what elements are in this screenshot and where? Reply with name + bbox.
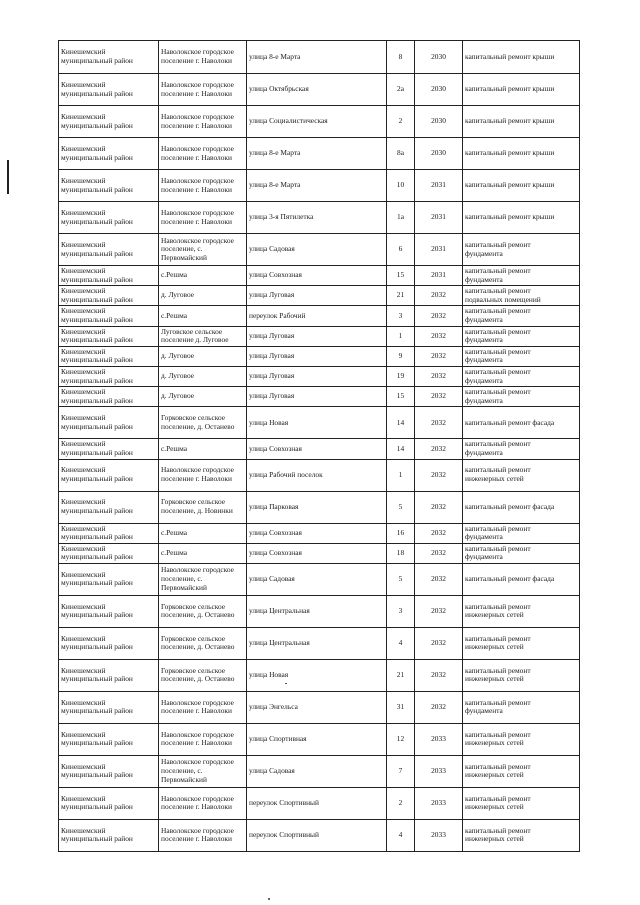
table-row <box>59 286 580 306</box>
street-cell: улица Луговая <box>247 387 387 407</box>
district-cell: Кинешемский муниципальный район <box>59 286 159 306</box>
district-cell: Кинешемский муниципальный район <box>59 755 159 787</box>
table-row <box>59 138 580 170</box>
table-row <box>59 407 580 439</box>
table-row <box>59 41 580 74</box>
district-cell: Кинешемский муниципальный район <box>59 691 159 723</box>
street-cell: переулок Рабочий <box>247 306 387 326</box>
table-row <box>59 326 580 346</box>
year-cell: 2032 <box>415 563 463 595</box>
street-cell: улица 3-я Пятилетка <box>247 202 387 234</box>
district-cell: Кинешемский муниципальный район <box>59 387 159 407</box>
settlement-cell: Наволокское городское поселение г. Наволоки <box>159 170 247 202</box>
table-row <box>59 563 580 595</box>
table-row <box>59 366 580 386</box>
street-cell: улица Парковая <box>247 491 387 523</box>
house-number-cell: 2 <box>387 787 415 819</box>
settlement-cell: Наволокское городское поселение г. Наволоки <box>159 787 247 819</box>
district-cell: Кинешемский муниципальный район <box>59 787 159 819</box>
district-cell: Кинешемский муниципальный район <box>59 819 159 851</box>
settlement-cell: с.Решма <box>159 439 247 459</box>
table-row <box>59 266 580 286</box>
house-number-cell: 1а <box>387 202 415 234</box>
district-cell: Кинешемский муниципальный район <box>59 106 159 138</box>
street-cell: улица Совхозная <box>247 439 387 459</box>
district-cell: Кинешемский муниципальный район <box>59 74 159 106</box>
settlement-cell: Наволокское городское поселение г. Наволоки <box>159 138 247 170</box>
house-number-cell: 31 <box>387 691 415 723</box>
year-cell: 2032 <box>415 543 463 563</box>
work-type-cell: капитальный ремонт фасада <box>463 491 580 523</box>
house-number-cell: 4 <box>387 819 415 851</box>
street-cell: улица Социалистическая <box>247 106 387 138</box>
house-number-cell: 15 <box>387 266 415 286</box>
year-cell: 2033 <box>415 723 463 755</box>
table-row <box>59 543 580 563</box>
table-row <box>59 106 580 138</box>
district-cell: Кинешемский муниципальный район <box>59 234 159 266</box>
house-number-cell: 5 <box>387 491 415 523</box>
year-cell: 2033 <box>415 819 463 851</box>
street-cell: улица Энгельса <box>247 691 387 723</box>
house-number-cell: 12 <box>387 723 415 755</box>
district-cell: Кинешемский муниципальный район <box>59 459 159 491</box>
table-row <box>59 755 580 787</box>
street-cell: переулок Спортивный <box>247 787 387 819</box>
table-row <box>59 819 580 851</box>
district-cell: Кинешемский муниципальный район <box>59 41 159 74</box>
house-number-cell: 15 <box>387 387 415 407</box>
settlement-cell: Наволокское городское поселение, с. Первомайский <box>159 755 247 787</box>
year-cell: 2032 <box>415 439 463 459</box>
house-number-cell: 9 <box>387 346 415 366</box>
table-row <box>59 595 580 627</box>
work-type-cell: капитальный ремонт подвальных помещений <box>463 286 580 306</box>
house-number-cell: 1 <box>387 459 415 491</box>
settlement-cell: Наволокское городское поселение г. Наволоки <box>159 819 247 851</box>
year-cell: 2032 <box>415 346 463 366</box>
year-cell: 2030 <box>415 74 463 106</box>
year-cell: 2031 <box>415 266 463 286</box>
house-number-cell: 8 <box>387 41 415 74</box>
work-type-cell: капитальный ремонт крыши <box>463 202 580 234</box>
house-number-cell: 3 <box>387 595 415 627</box>
settlement-cell: Горковское сельское поселение, д. Останево <box>159 407 247 439</box>
settlement-cell: Наволокское городское поселение г. Наволоки <box>159 691 247 723</box>
year-cell: 2031 <box>415 170 463 202</box>
settlement-cell: д. Луговое <box>159 346 247 366</box>
table-row <box>59 346 580 366</box>
table-row <box>59 439 580 459</box>
settlement-cell: Луговское сельское поселение д. Луговое <box>159 326 247 346</box>
work-type-cell: капитальный ремонт инженерных сетей <box>463 595 580 627</box>
district-cell: Кинешемский муниципальный район <box>59 543 159 563</box>
street-cell: улица Новая <box>247 407 387 439</box>
street-cell: улица 8-е Марта <box>247 138 387 170</box>
year-cell: 2030 <box>415 41 463 74</box>
year-cell: 2032 <box>415 326 463 346</box>
district-cell: Кинешемский муниципальный район <box>59 439 159 459</box>
street-cell: улица Совхозная <box>247 523 387 543</box>
table-row <box>59 523 580 543</box>
settlement-cell: д. Луговое <box>159 387 247 407</box>
district-cell: Кинешемский муниципальный район <box>59 627 159 659</box>
house-number-cell: 8а <box>387 138 415 170</box>
house-number-cell: 14 <box>387 439 415 459</box>
house-number-cell: 21 <box>387 286 415 306</box>
work-type-cell: капитальный ремонт крыши <box>463 41 580 74</box>
settlement-cell: с.Решма <box>159 543 247 563</box>
work-type-cell: капитальный ремонт фундамента <box>463 366 580 386</box>
work-type-cell: капитальный ремонт фундамента <box>463 439 580 459</box>
house-number-cell: 2 <box>387 106 415 138</box>
table-row <box>59 74 580 106</box>
work-type-cell: капитальный ремонт фундамента <box>463 306 580 326</box>
year-cell: 2032 <box>415 387 463 407</box>
year-cell: 2032 <box>415 366 463 386</box>
settlement-cell: Наволокское городское поселение г. Наволоки <box>159 74 247 106</box>
year-cell: 2033 <box>415 787 463 819</box>
settlement-cell: Наволокское городское поселение г. Наволоки <box>159 202 247 234</box>
work-type-cell: капитальный ремонт фасада <box>463 407 580 439</box>
district-cell: Кинешемский муниципальный район <box>59 723 159 755</box>
table-row <box>59 234 580 266</box>
year-cell: 2032 <box>415 691 463 723</box>
district-cell: Кинешемский муниципальный район <box>59 138 159 170</box>
house-number-cell: 21 <box>387 659 415 691</box>
street-cell: улица Луговая <box>247 326 387 346</box>
street-cell: улица Центральная <box>247 595 387 627</box>
house-number-cell: 18 <box>387 543 415 563</box>
year-cell: 2032 <box>415 306 463 326</box>
table-row <box>59 202 580 234</box>
settlement-cell: Горковское сельское поселение, д. Останево <box>159 627 247 659</box>
year-cell: 2032 <box>415 523 463 543</box>
street-cell: улица Садовая <box>247 563 387 595</box>
settlement-cell: Наволокское городское поселение г. Наволоки <box>159 723 247 755</box>
work-type-cell: капитальный ремонт крыши <box>463 74 580 106</box>
work-type-cell: капитальный ремонт крыши <box>463 138 580 170</box>
year-cell: 2032 <box>415 407 463 439</box>
settlement-cell: с.Решма <box>159 306 247 326</box>
table-row <box>59 723 580 755</box>
work-type-cell: капитальный ремонт инженерных сетей <box>463 787 580 819</box>
street-cell: улица Совхозная <box>247 266 387 286</box>
district-cell: Кинешемский муниципальный район <box>59 366 159 386</box>
year-cell: 2031 <box>415 202 463 234</box>
settlement-cell: Горковское сельское поселение, д. Останево <box>159 659 247 691</box>
street-cell: улица Октябрьская <box>247 74 387 106</box>
district-cell: Кинешемский муниципальный район <box>59 202 159 234</box>
work-type-cell: капитальный ремонт крыши <box>463 170 580 202</box>
house-number-cell: 19 <box>387 366 415 386</box>
street-cell: улица Совхозная <box>247 543 387 563</box>
street-cell: переулок Спортивный <box>247 819 387 851</box>
street-cell: улица 8-е Марта <box>247 41 387 74</box>
table-row <box>59 170 580 202</box>
house-number-cell: 3 <box>387 306 415 326</box>
street-cell: улица 8-е Марта <box>247 170 387 202</box>
house-number-cell: 10 <box>387 170 415 202</box>
street-cell: улица Садовая <box>247 755 387 787</box>
house-number-cell: 4 <box>387 627 415 659</box>
district-cell: Кинешемский муниципальный район <box>59 595 159 627</box>
settlement-cell: Наволокское городское поселение г. Наволоки <box>159 41 247 74</box>
year-cell: 2032 <box>415 627 463 659</box>
settlement-cell: Горковское сельское поселение, д. Новинки <box>159 491 247 523</box>
district-cell: Кинешемский муниципальный район <box>59 266 159 286</box>
district-cell: Кинешемский муниципальный район <box>59 563 159 595</box>
street-cell: улица Луговая <box>247 346 387 366</box>
district-cell: Кинешемский муниципальный район <box>59 306 159 326</box>
table-row <box>59 306 580 326</box>
street-cell: улица Луговая <box>247 366 387 386</box>
year-cell: 2032 <box>415 595 463 627</box>
street-cell: улица Спортивная <box>247 723 387 755</box>
work-type-cell: капитальный ремонт фасада <box>463 563 580 595</box>
repair-schedule-table <box>58 40 580 852</box>
work-type-cell: капитальный ремонт инженерных сетей <box>463 627 580 659</box>
house-number-cell: 6 <box>387 234 415 266</box>
work-type-cell: капитальный ремонт фундамента <box>463 387 580 407</box>
work-type-cell: капитальный ремонт инженерных сетей <box>463 659 580 691</box>
district-cell: Кинешемский муниципальный район <box>59 170 159 202</box>
street-cell: улица Центральная <box>247 627 387 659</box>
street-cell: улица Новая <box>247 659 387 691</box>
year-cell: 2033 <box>415 755 463 787</box>
house-number-cell: 5 <box>387 563 415 595</box>
scan-speck <box>268 898 270 900</box>
work-type-cell: капитальный ремонт фундамента <box>463 326 580 346</box>
table-row <box>59 787 580 819</box>
house-number-cell: 1 <box>387 326 415 346</box>
settlement-cell: д. Луговое <box>159 286 247 306</box>
settlement-cell: Наволокское городское поселение, с. Первомайский <box>159 234 247 266</box>
table-row <box>59 691 580 723</box>
settlement-cell: д. Луговое <box>159 366 247 386</box>
settlement-cell: Наволокское городское поселение г. Наволоки <box>159 106 247 138</box>
house-number-cell: 14 <box>387 407 415 439</box>
work-type-cell: капитальный ремонт инженерных сетей <box>463 723 580 755</box>
house-number-cell: 16 <box>387 523 415 543</box>
year-cell: 2032 <box>415 459 463 491</box>
year-cell: 2030 <box>415 138 463 170</box>
table-row <box>59 627 580 659</box>
district-cell: Кинешемский муниципальный район <box>59 346 159 366</box>
year-cell: 2032 <box>415 659 463 691</box>
year-cell: 2030 <box>415 106 463 138</box>
work-type-cell: капитальный ремонт фундамента <box>463 543 580 563</box>
district-cell: Кинешемский муниципальный район <box>59 407 159 439</box>
work-type-cell: капитальный ремонт фундамента <box>463 346 580 366</box>
settlement-cell: с.Решма <box>159 266 247 286</box>
settlement-cell: Горковское сельское поселение, д. Останево <box>159 595 247 627</box>
house-number-cell: 7 <box>387 755 415 787</box>
street-cell: улица Садовая <box>247 234 387 266</box>
settlement-cell: с.Решма <box>159 523 247 543</box>
work-type-cell: капитальный ремонт фундамента <box>463 523 580 543</box>
work-type-cell: капитальный ремонт фундамента <box>463 691 580 723</box>
district-cell: Кинешемский муниципальный район <box>59 326 159 346</box>
district-cell: Кинешемский муниципальный район <box>59 659 159 691</box>
work-type-cell: капитальный ремонт инженерных сетей <box>463 755 580 787</box>
year-cell: 2031 <box>415 234 463 266</box>
table-row <box>59 659 580 691</box>
street-cell: улица Рабочий поселок <box>247 459 387 491</box>
work-type-cell: капитальный ремонт крыши <box>463 106 580 138</box>
district-cell: Кинешемский муниципальный район <box>59 491 159 523</box>
margin-mark <box>7 160 9 194</box>
work-type-cell: капитальный ремонт фундамента <box>463 266 580 286</box>
year-cell: 2032 <box>415 491 463 523</box>
work-type-cell: капитальный ремонт фундамента <box>463 234 580 266</box>
street-cell: улица Луговая <box>247 286 387 306</box>
settlement-cell: Наволокское городское поселение г. Наволоки <box>159 459 247 491</box>
table-row <box>59 387 580 407</box>
year-cell: 2032 <box>415 286 463 306</box>
house-number-cell: 2а <box>387 74 415 106</box>
district-cell: Кинешемский муниципальный район <box>59 523 159 543</box>
table-row <box>59 459 580 491</box>
settlement-cell: Наволокское городское поселение, с. Первомайский <box>159 563 247 595</box>
work-type-cell: капитальный ремонт инженерных сетей <box>463 459 580 491</box>
table-row <box>59 491 580 523</box>
work-type-cell: капитальный ремонт инженерных сетей <box>463 819 580 851</box>
